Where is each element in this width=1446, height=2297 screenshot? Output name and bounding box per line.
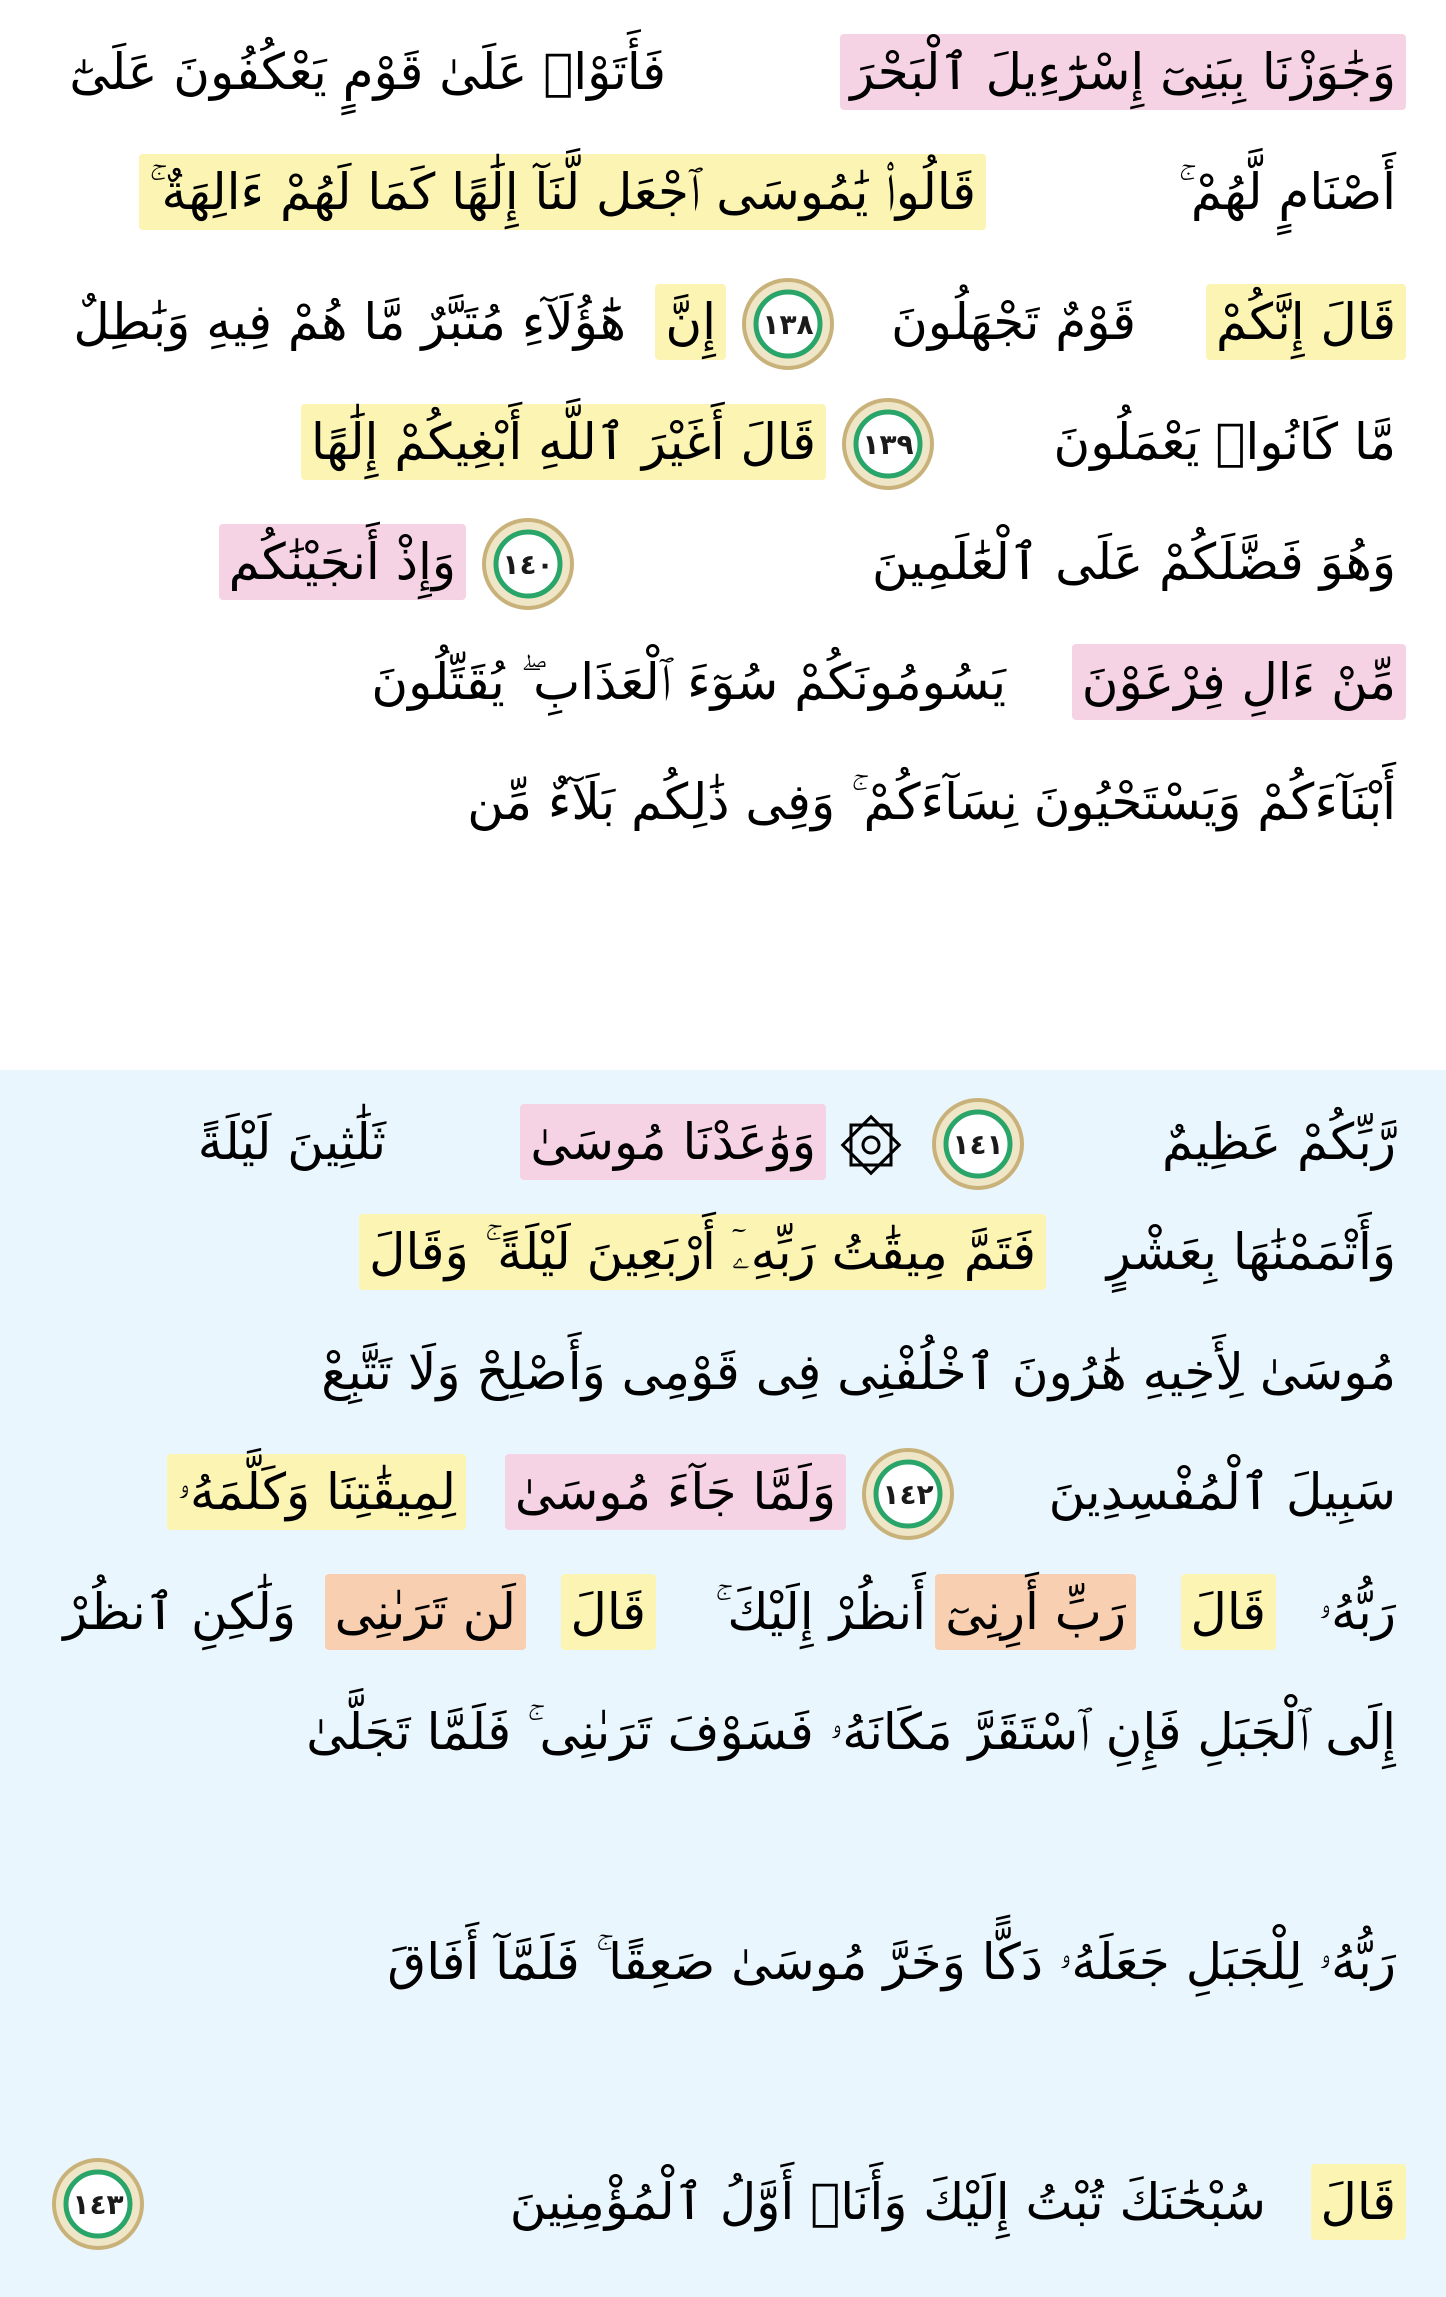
verse-segment: هَٰٓؤُلَآءِ مُتَبَّرٌ مَّا هُمْ فِيهِ وَبَٰطِلٌ	[73, 293, 626, 351]
verse-segment: إِلَى ٱلْجَبَلِ فَإِنِ ٱسْتَقَرَّ مَكَانَهُۥ فَسَوْفَ تَرَىٰنِى ۚ فَلَمَّا تَجَلَّىٰ	[306, 1703, 1396, 1761]
verse-segment: قَالَ	[1311, 2164, 1406, 2240]
ayah-number: ١٣٨	[762, 307, 814, 341]
verse-segment: وَوَٰعَدْنَا مُوسَىٰ	[520, 1104, 826, 1180]
verse-segment: مَّا كَانُوا۟ يَعْمَلُونَ	[1053, 413, 1396, 471]
verse-segment: لِمِيقَٰتِنَا وَكَلَّمَهُۥ	[167, 1454, 466, 1530]
verse-segment: أَبْنَآءَكُمْ وَيَسْتَحْيُونَ نِسَآءَكُمْ ۚ وَفِى ذَٰلِكُم بَلَآءٌ مِّن	[467, 773, 1396, 831]
quran-line-4	[40, 382, 1406, 502]
verse-segment: أَنظُرْ إِلَيْكَ ۚ	[714, 1583, 926, 1641]
verse-segment: وَهُوَ فَضَّلَكُمْ عَلَى ٱلْعَٰلَمِينَ	[871, 533, 1396, 591]
quran-line-12	[40, 1552, 1406, 1672]
verse-segment: قَالَ أَغَيْرَ ٱللَّهِ أَبْغِيكُمْ إِلَٰهًا	[301, 404, 826, 480]
verse-segment: وَلَٰكِنِ ٱنظُرْ	[63, 1583, 296, 1641]
quran-line-1	[40, 12, 1406, 132]
verse-segment: قَالَ	[561, 1574, 656, 1650]
ayah-end-marker	[840, 396, 936, 492]
verse-segment: سُبْحَٰنَكَ تُبْتُ إِلَيْكَ وَأَنَا۠ أَوَّلُ ٱلْمُؤْمِنِينَ	[509, 2173, 1266, 2231]
verse-segment: وَلَمَّا جَآءَ مُوسَىٰ	[505, 1454, 846, 1530]
quran-line-11	[40, 1432, 1406, 1552]
ayah-number: ١٤٣	[72, 2187, 124, 2221]
verse-segment: رَبِّ أَرِنِىٓ	[935, 1574, 1136, 1650]
verse-segment: قَالَ	[1181, 1574, 1276, 1650]
quran-line-9	[40, 1192, 1406, 1312]
quran-line-2	[40, 132, 1406, 252]
quran-line-15	[40, 2142, 1406, 2262]
quran-line-10	[40, 1312, 1406, 1432]
rub-el-hizb-icon	[836, 1110, 906, 1180]
verse-segment: وَأَتْمَمْنَٰهَا بِعَشْرٍ	[1106, 1223, 1396, 1281]
ayah-number: ١٤٠	[502, 547, 554, 581]
ayah-end-marker	[860, 1446, 956, 1542]
verse-segment: لَن تَرَىٰنِى	[325, 1574, 526, 1650]
ayah-number: ١٤٢	[882, 1477, 934, 1511]
quran-line-5	[40, 502, 1406, 622]
verse-segment: يَسُومُونَكُمْ سُوٓءَ ٱلْعَذَابِ ۖ يُقَتِّلُونَ	[371, 653, 1006, 711]
verse-segment: وَجَٰوَزْنَا بِبَنِىٓ إِسْرَٰٓءِيلَ ٱلْبَحْرَ	[840, 34, 1406, 110]
verse-segment: مُوسَىٰ لِأَخِيهِ هَٰرُونَ ٱخْلُفْنِى فِى قَوْمِى وَأَصْلِحْ وَلَا تَتَّبِعْ	[321, 1343, 1396, 1401]
verse-segment: قَوْمٌ تَجْهَلُونَ	[891, 293, 1136, 351]
verse-segment: رَبُّهُۥ	[1318, 1583, 1396, 1641]
quran-line-13	[40, 1672, 1406, 1792]
verse-segment: رَبُّهُۥ لِلْجَبَلِ جَعَلَهُۥ دَكًّا وَخَرَّ مُوسَىٰ صَعِقًا ۚ فَلَمَّآ أَفَاقَ	[387, 1933, 1396, 1991]
verse-segment: قَالُوا۟ يَٰمُوسَى ٱجْعَل لَّنَآ إِلَٰهًا كَمَا لَهُمْ ءَالِهَةٌ ۚ	[139, 154, 986, 230]
ayah-end-marker	[740, 276, 836, 372]
quran-line-14	[40, 1902, 1406, 2022]
verse-segment: سَبِيلَ ٱلْمُفْسِدِينَ	[1048, 1463, 1396, 1521]
verse-segment: فَأَتَوْا۟ عَلَىٰ قَوْمٍ يَعْكُفُونَ عَلَىٰٓ	[69, 43, 666, 101]
rub-el-hizb-marker	[836, 1110, 906, 1180]
quran-line-3	[40, 262, 1406, 382]
verse-segment: ثَلَٰثِينَ لَيْلَةً	[197, 1113, 386, 1171]
verse-segment: أَصْنَامٍ لَّهُمْ ۚ	[1178, 163, 1396, 221]
ayah-number: ١٤١	[952, 1127, 1004, 1161]
ayah-end-marker	[480, 516, 576, 612]
quran-line-6	[40, 622, 1406, 742]
verse-segment: مِّنْ ءَالِ فِرْعَوْنَ	[1072, 644, 1406, 720]
verse-segment: إِنَّ	[655, 284, 726, 360]
quran-line-7	[40, 742, 1406, 862]
verse-segment: فَتَمَّ مِيقَٰتُ رَبِّهِۦٓ أَرْبَعِينَ لَيْلَةً ۚ وَقَالَ	[359, 1214, 1046, 1290]
ayah-end-marker	[930, 1096, 1026, 1192]
verse-segment: وَإِذْ أَنجَيْنَٰكُم	[219, 524, 466, 600]
verse-segment: رَّبِّكُمْ عَظِيمٌ	[1161, 1113, 1396, 1171]
ayah-number: ١٣٩	[862, 427, 914, 461]
ayah-end-marker	[50, 2156, 146, 2252]
verse-segment: قَالَ إِنَّكُمْ	[1206, 284, 1406, 360]
quran-line-8	[40, 1082, 1406, 1202]
